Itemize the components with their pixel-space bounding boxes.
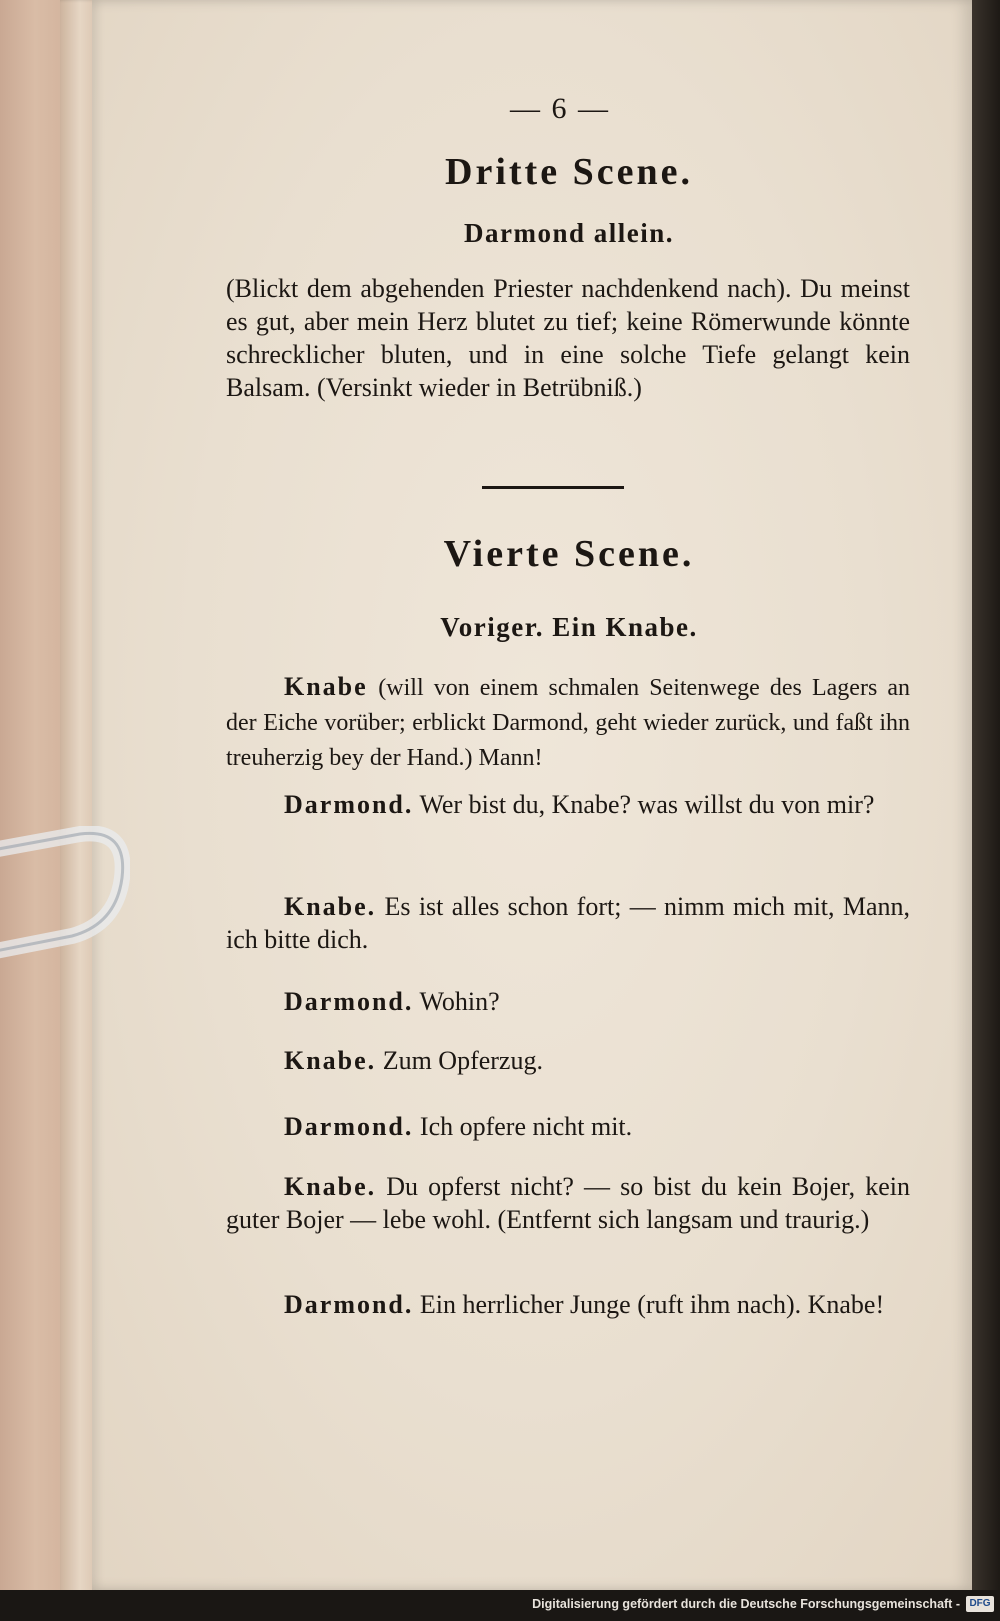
funding-credit: Digitalisierung gefördert durch die Deutsche Forschungsgemeinschaft - bbox=[532, 1597, 960, 1611]
scene-cast-vierte: Voriger. Ein Knabe. bbox=[440, 612, 698, 642]
dialogue-line bbox=[226, 1170, 910, 1236]
dialogue-line bbox=[226, 788, 910, 821]
speaker-name: Knabe bbox=[284, 672, 368, 701]
dfg-logo: DFG bbox=[966, 1596, 994, 1612]
speaker-name: Knabe. bbox=[284, 1172, 377, 1201]
dialogue-line bbox=[226, 1288, 910, 1321]
dialogue-text: Ein herrlicher Junge (ruft ihm nach). Knabe! bbox=[419, 1290, 885, 1319]
scene-title-vierte: Vierte Scene. bbox=[443, 533, 695, 575]
dialogue-line bbox=[226, 1044, 910, 1077]
dialogue-line bbox=[226, 1110, 910, 1143]
dialogue-text: Du opferst nicht? — so bist du kein Bojer, kein guter Bojer — lebe wohl. (Entfernt sich langsam und traurig.) bbox=[226, 1172, 911, 1234]
speaker-name: Darmond. bbox=[284, 790, 414, 819]
dialogue-text: Es ist alles schon fort; — nimm mich mit, Mann, ich bitte dich. bbox=[226, 892, 911, 954]
dialogue-text: Ich opfere nicht mit. bbox=[419, 1112, 633, 1141]
speaker-name: Darmond. bbox=[284, 1290, 414, 1319]
page-number: — 6 — bbox=[510, 92, 610, 125]
paper-clip-icon bbox=[0, 826, 130, 976]
scene-cast-dritte: Darmond allein. bbox=[463, 218, 674, 248]
dialogue-text: Wohin? bbox=[419, 987, 500, 1016]
gutter-shadow bbox=[972, 0, 1000, 1590]
dialogue-line bbox=[226, 890, 910, 956]
dialogue-line bbox=[226, 670, 910, 775]
speaker-name: Darmond. bbox=[284, 1112, 414, 1141]
dialogue-text: Wer bist du, Knabe? was willst du von mir? bbox=[419, 790, 875, 819]
speaker-name: Knabe. bbox=[284, 892, 377, 921]
paragraph-text: (Blickt dem abgehenden Priester nachdenkend nach). Du meinst es gut, aber mein Herz blutet zu tief; keine Römerwunde könnte schrecklicher bluten, und in eine solche Tiefe gelangt kein Balsam. (Versinkt wieder in Betrübniß.) bbox=[226, 274, 910, 402]
speaker-name: Darmond. bbox=[284, 987, 414, 1016]
dialogue-line bbox=[226, 985, 910, 1018]
stage-direction-paragraph bbox=[226, 272, 910, 404]
dialogue-text: (will von einem schmalen Seitenwege des Lagers an der Eiche vorüber; erblickt Darmond, geht wieder zurück, und faßt ihn treuherzig bey der Hand.) Mann! bbox=[226, 675, 911, 771]
scene-divider-rule bbox=[482, 486, 624, 489]
dialogue-text: Zum Opferzug. bbox=[382, 1046, 543, 1075]
speaker-name: Knabe. bbox=[284, 1046, 377, 1075]
scene-title-dritte: Dritte Scene. bbox=[445, 151, 693, 193]
